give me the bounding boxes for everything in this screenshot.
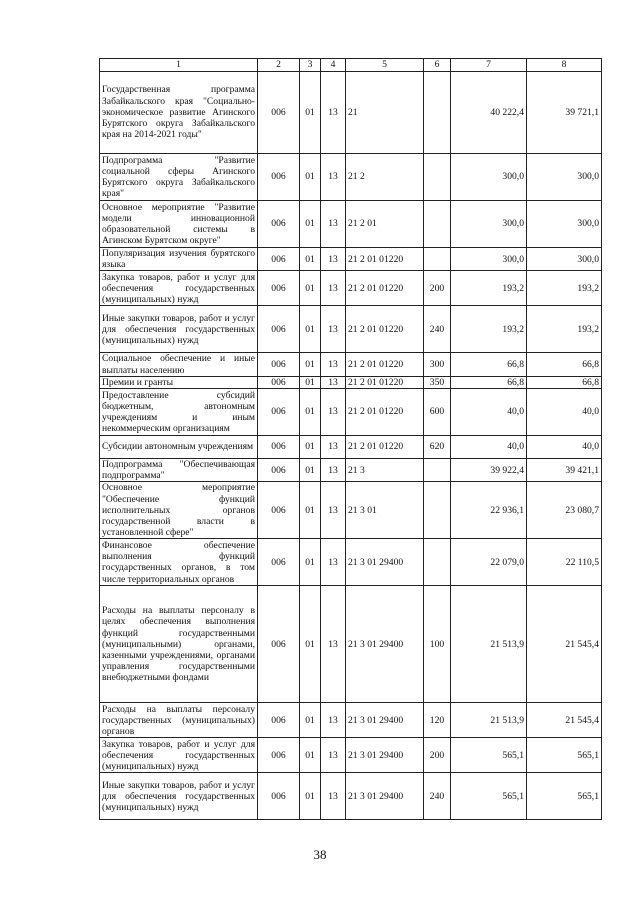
row-target-article: 21 2 xyxy=(346,154,424,201)
row-expense-type: 300 xyxy=(424,353,451,376)
row-target-article: 21 3 xyxy=(346,459,424,482)
row-target-article: 21 3 01 29400 xyxy=(346,586,424,703)
header-col-2: 2 xyxy=(258,59,300,72)
row-expense-type: 200 xyxy=(424,271,451,306)
table-row xyxy=(100,271,602,306)
row-section: 01 xyxy=(300,539,321,586)
row-amount-1: 300,0 xyxy=(451,248,527,271)
row-name: Расходы на выплаты персоналу в целях обеспечения выполнения функций государственными (муниципальными) органами, казенными учреждениями, органами управления государственными внебюджетными фондами xyxy=(100,586,258,703)
row-expense-type xyxy=(424,154,451,201)
row-amount-2: 21 545,4 xyxy=(527,586,602,703)
row-amount-2: 300,0 xyxy=(527,248,602,271)
row-amount-2: 300,0 xyxy=(527,154,602,201)
row-name: Закупка товаров, работ и услуг для обеспечения государственных (муниципальных) нужд xyxy=(100,738,258,773)
row-expense-type xyxy=(424,201,451,248)
row-section: 01 xyxy=(300,703,321,738)
table-row xyxy=(100,436,602,459)
row-name: Расходы на выплаты персоналу государственных (муниципальных) органов xyxy=(100,703,258,738)
row-expense-type: 620 xyxy=(424,436,451,459)
row-name: Подпрограмма "Обеспечивающая подпрограмма" xyxy=(100,459,258,482)
row-section: 01 xyxy=(300,773,321,820)
row-subsection: 13 xyxy=(321,248,346,271)
row-section: 01 xyxy=(300,482,321,539)
row-subsection: 13 xyxy=(321,376,346,388)
row-target-article: 21 2 01 01220 xyxy=(346,306,424,353)
row-amount-2: 300,0 xyxy=(527,201,602,248)
row-name: Основное мероприятие "Обеспечение функций исполнительных органов государственной власти в установленной сфере" xyxy=(100,482,258,539)
table-row xyxy=(100,482,602,539)
row-target-article: 21 2 01 01220 xyxy=(346,376,424,388)
row-amount-1: 22 936,1 xyxy=(451,482,527,539)
row-name: Популяризация изучения бурятского языка xyxy=(100,248,258,271)
row-amount-1: 21 513,9 xyxy=(451,703,527,738)
row-amount-1: 565,1 xyxy=(451,738,527,773)
page-number: 38 xyxy=(313,847,327,862)
row-section: 01 xyxy=(300,459,321,482)
row-amount-1: 193,2 xyxy=(451,306,527,353)
row-ved: 006 xyxy=(258,539,300,586)
row-name: Государственная программа Забайкальского края "Социально-экономическое развитие Агинского Бурятского округа Забайкальского края на 2014-2021 годы" xyxy=(100,72,258,154)
table-row xyxy=(100,248,602,271)
row-name: Иные закупки товаров, работ и услуг для обеспечения государственных (муниципальных) нужд xyxy=(100,306,258,353)
row-ved: 006 xyxy=(258,703,300,738)
row-amount-1: 40 222,4 xyxy=(451,72,527,154)
row-name: Премии и гранты xyxy=(100,376,258,388)
table-row xyxy=(100,154,602,201)
row-subsection: 13 xyxy=(321,72,346,154)
row-subsection: 13 xyxy=(321,586,346,703)
row-amount-2: 66,8 xyxy=(527,376,602,388)
row-target-article: 21 3 01 29400 xyxy=(346,539,424,586)
row-ved: 006 xyxy=(258,248,300,271)
row-ved: 006 xyxy=(258,482,300,539)
row-ved: 006 xyxy=(258,154,300,201)
row-expense-type: 350 xyxy=(424,376,451,388)
row-expense-type: 200 xyxy=(424,738,451,773)
row-ved: 006 xyxy=(258,201,300,248)
row-amount-2: 21 545,4 xyxy=(527,703,602,738)
row-subsection: 13 xyxy=(321,539,346,586)
row-amount-2: 565,1 xyxy=(527,773,602,820)
row-target-article: 21 2 01 xyxy=(346,201,424,248)
row-target-article: 21 3 01 29400 xyxy=(346,738,424,773)
row-target-article: 21 3 01 29400 xyxy=(346,703,424,738)
header-col-3: 3 xyxy=(300,59,321,72)
row-subsection: 13 xyxy=(321,201,346,248)
row-name: Финансовое обеспечение выполнения функций государственных органов, в том числе территориальных органов xyxy=(100,539,258,586)
row-section: 01 xyxy=(300,271,321,306)
row-amount-2: 39 421,1 xyxy=(527,459,602,482)
row-subsection: 13 xyxy=(321,154,346,201)
row-subsection: 13 xyxy=(321,482,346,539)
row-ved: 006 xyxy=(258,436,300,459)
row-ved: 006 xyxy=(258,586,300,703)
row-amount-2: 193,2 xyxy=(527,271,602,306)
row-amount-1: 40,0 xyxy=(451,436,527,459)
row-amount-1: 565,1 xyxy=(451,773,527,820)
row-subsection: 13 xyxy=(321,353,346,376)
row-amount-1: 22 079,0 xyxy=(451,539,527,586)
row-expense-type: 120 xyxy=(424,703,451,738)
row-name: Субсидии автономным учреждениям xyxy=(100,436,258,459)
row-ved: 006 xyxy=(258,738,300,773)
row-amount-1: 40,0 xyxy=(451,389,527,436)
table-row xyxy=(100,306,602,353)
row-amount-2: 23 080,7 xyxy=(527,482,602,539)
table-row xyxy=(100,376,602,388)
row-expense-type xyxy=(424,482,451,539)
row-section: 01 xyxy=(300,201,321,248)
row-amount-2: 39 721,1 xyxy=(527,72,602,154)
row-amount-2: 22 110,5 xyxy=(527,539,602,586)
table-body xyxy=(100,72,602,820)
row-expense-type xyxy=(424,72,451,154)
row-name: Закупка товаров, работ и услуг для обеспечения государственных (муниципальных) нужд xyxy=(100,271,258,306)
row-ved: 006 xyxy=(258,306,300,353)
row-target-article: 21 xyxy=(346,72,424,154)
row-name: Подпрограмма "Развитие социальной сферы Агинского Бурятского округа Забайкальского края" xyxy=(100,154,258,201)
table-row xyxy=(100,703,602,738)
row-subsection: 13 xyxy=(321,703,346,738)
row-name: Социальное обеспечение и иные выплаты населению xyxy=(100,353,258,376)
table-row xyxy=(100,201,602,248)
row-amount-1: 39 922,4 xyxy=(451,459,527,482)
row-ved: 006 xyxy=(258,459,300,482)
budget-table xyxy=(99,58,602,820)
row-section: 01 xyxy=(300,389,321,436)
row-amount-1: 66,8 xyxy=(451,376,527,388)
row-name: Предоставление субсидий бюджетным, автономным учреждениям и иным некоммерческим организациям xyxy=(100,389,258,436)
row-target-article: 21 2 01 01220 xyxy=(346,353,424,376)
row-section: 01 xyxy=(300,376,321,388)
row-ved: 006 xyxy=(258,353,300,376)
row-section: 01 xyxy=(300,154,321,201)
table-row xyxy=(100,353,602,376)
row-ved: 006 xyxy=(258,376,300,388)
row-amount-2: 66,8 xyxy=(527,353,602,376)
row-name: Иные закупки товаров, работ и услуг для обеспечения государственных (муниципальных) нужд xyxy=(100,773,258,820)
row-section: 01 xyxy=(300,586,321,703)
row-section: 01 xyxy=(300,436,321,459)
row-amount-1: 21 513,9 xyxy=(451,586,527,703)
table-row xyxy=(100,586,602,703)
row-amount-2: 40,0 xyxy=(527,436,602,459)
header-col-6: 6 xyxy=(424,59,451,72)
header-col-7: 7 xyxy=(451,59,527,72)
row-subsection: 13 xyxy=(321,306,346,353)
header-col-8: 8 xyxy=(527,59,602,72)
row-amount-2: 193,2 xyxy=(527,306,602,353)
row-section: 01 xyxy=(300,306,321,353)
table-row xyxy=(100,539,602,586)
table-row xyxy=(100,389,602,436)
row-amount-1: 193,2 xyxy=(451,271,527,306)
row-subsection: 13 xyxy=(321,773,346,820)
row-section: 01 xyxy=(300,353,321,376)
row-subsection: 13 xyxy=(321,738,346,773)
table-row xyxy=(100,459,602,482)
row-amount-2: 40,0 xyxy=(527,389,602,436)
row-subsection: 13 xyxy=(321,436,346,459)
row-subsection: 13 xyxy=(321,271,346,306)
table-row xyxy=(100,72,602,154)
row-expense-type xyxy=(424,539,451,586)
row-ved: 006 xyxy=(258,389,300,436)
row-target-article: 21 3 01 29400 xyxy=(346,773,424,820)
table-row xyxy=(100,773,602,820)
row-ved: 006 xyxy=(258,72,300,154)
row-expense-type xyxy=(424,459,451,482)
row-target-article: 21 2 01 01220 xyxy=(346,389,424,436)
row-ved: 006 xyxy=(258,271,300,306)
row-subsection: 13 xyxy=(321,389,346,436)
row-expense-type: 100 xyxy=(424,586,451,703)
table-row xyxy=(100,738,602,773)
row-target-article: 21 3 01 xyxy=(346,482,424,539)
header-col-1: 1 xyxy=(100,59,258,72)
row-section: 01 xyxy=(300,72,321,154)
table-header-row xyxy=(100,59,602,72)
row-subsection: 13 xyxy=(321,459,346,482)
row-target-article: 21 2 01 01220 xyxy=(346,436,424,459)
row-target-article: 21 2 01 01220 xyxy=(346,248,424,271)
header-col-4: 4 xyxy=(321,59,346,72)
row-target-article: 21 2 01 01220 xyxy=(346,271,424,306)
row-amount-1: 66,8 xyxy=(451,353,527,376)
row-amount-1: 300,0 xyxy=(451,154,527,201)
row-expense-type: 240 xyxy=(424,773,451,820)
row-section: 01 xyxy=(300,738,321,773)
row-name: Основное мероприятие "Развитие модели инновационной образовательной системы в Агинском Бурятском округе" xyxy=(100,201,258,248)
row-amount-2: 565,1 xyxy=(527,738,602,773)
row-ved: 006 xyxy=(258,773,300,820)
row-expense-type: 240 xyxy=(424,306,451,353)
row-expense-type: 600 xyxy=(424,389,451,436)
row-expense-type xyxy=(424,248,451,271)
row-amount-1: 300,0 xyxy=(451,201,527,248)
header-col-5: 5 xyxy=(346,59,424,72)
row-section: 01 xyxy=(300,248,321,271)
